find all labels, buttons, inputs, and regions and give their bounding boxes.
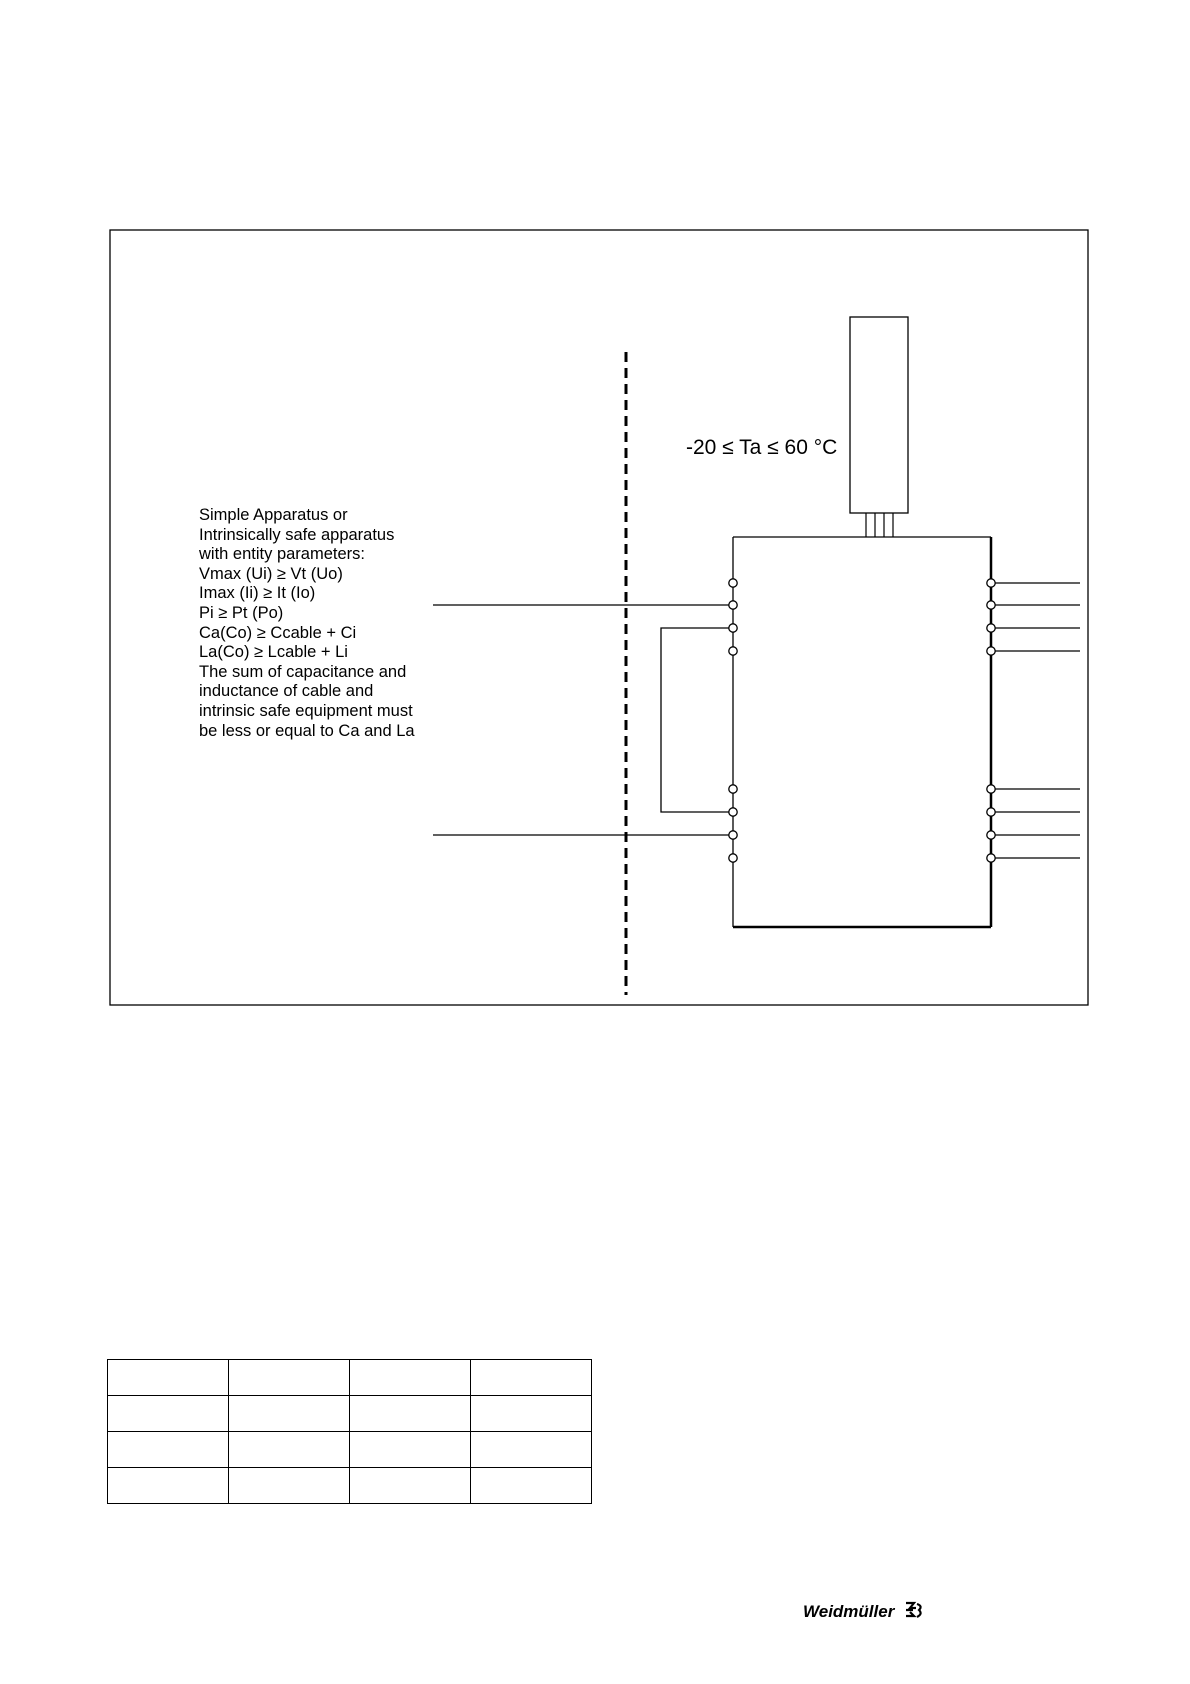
terminal [729,601,737,609]
table-cell [471,1432,592,1468]
table-cell [350,1432,471,1468]
sensor-probe [850,317,908,513]
terminal [987,579,995,587]
table-cell [350,1396,471,1432]
table-cell [350,1468,471,1504]
terminal [729,624,737,632]
apparatus-line: intrinsic safe equipment must [199,701,413,720]
terminal [729,785,737,793]
apparatus-line: be less or equal to Ca and La [199,721,415,740]
terminal [987,647,995,655]
terminal [987,785,995,793]
terminal [729,579,737,587]
brand-logo [803,1600,926,1625]
table-cell [471,1396,592,1432]
sensor-leads [866,513,893,537]
table-cell [108,1468,229,1504]
field-wires [433,605,733,835]
terminal [987,854,995,862]
apparatus-line: La(Co) ≥ Lcable + Li [199,643,348,662]
table-row [108,1396,592,1432]
terminal [729,854,737,862]
output-wires [991,583,1080,858]
terminal [987,601,995,609]
terminal [987,808,995,816]
table-row [108,1468,592,1504]
terminal [729,647,737,655]
table-cell [229,1432,350,1468]
transmitter-module [733,537,991,927]
apparatus-line: The sum of capacitance and [199,662,407,681]
table-cell [229,1360,350,1396]
apparatus-description [199,506,415,741]
table-cell [108,1360,229,1396]
brand-name: Weidmüller [803,1601,895,1621]
apparatus-line: Vmax (Ui) ≥ Vt (Uo) [199,564,343,583]
brand-mark-icon [904,1600,926,1625]
apparatus-line: Ca(Co) ≥ Ccable + Ci [199,623,357,642]
table-cell [108,1432,229,1468]
table-cell [471,1360,592,1396]
table-cell [229,1468,350,1504]
terminal [987,831,995,839]
table-cell [350,1360,471,1396]
table-cell [471,1468,592,1504]
ambient-temperature-label: -20 ≤ Ta ≤ 60 °C [686,436,838,459]
parameter-table [107,1359,592,1504]
apparatus-line: Intrinsically safe apparatus [199,525,395,544]
apparatus-line: Pi ≥ Pt (Po) [199,603,284,622]
terminal [729,831,737,839]
apparatus-line: with entity parameters: [199,545,365,564]
terminal [729,808,737,816]
apparatus-line: Simple Apparatus or [199,506,348,524]
terminal [987,624,995,632]
apparatus-line: Imax (Ii) ≥ It (Io) [199,584,316,603]
apparatus-line: inductance of cable and [199,682,374,701]
table-cell [108,1396,229,1432]
table-row [108,1360,592,1396]
table-cell [229,1396,350,1432]
table-row [108,1432,592,1468]
